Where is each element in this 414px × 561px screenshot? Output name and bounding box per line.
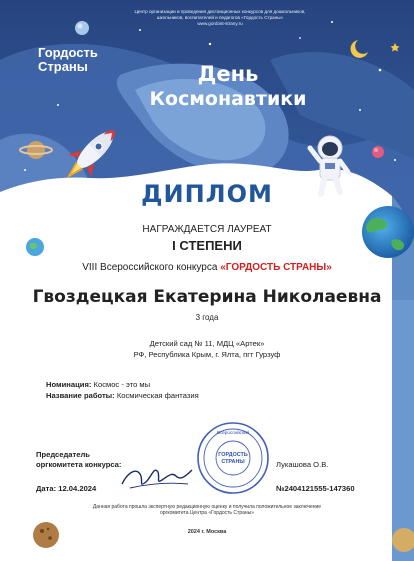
- diploma-number: №2404121555-147360: [276, 484, 355, 493]
- diploma-title: ДИПЛОМ: [141, 180, 273, 208]
- chair-label-line-1: Председатель: [36, 450, 90, 459]
- institution-address: РФ, Республика Крым, г. Ялта, пгт Гурзуф: [133, 350, 281, 359]
- nomination-row: [46, 380, 150, 389]
- brand-line-1: Гордость: [38, 45, 98, 60]
- expert-note-line-2: оргкомитета Центра «Гордость Страны»: [159, 510, 255, 516]
- stamp-top-text: Всероссийский: [216, 430, 250, 435]
- recipient-name: Гвоздецкая Екатерина Николаевна: [32, 287, 382, 307]
- contest-name: «ГОРДОСТЬ СТРАНЫ»: [220, 262, 332, 273]
- organizer-note-line-2: школьников, воспитателей и педагогов «Гордость Страны»: [156, 15, 284, 20]
- issue-date: [36, 484, 96, 493]
- institution: Детский сад № 11, МДЦ «Артек»: [149, 339, 265, 348]
- organizer-note: [90, 9, 350, 27]
- date-label: Дата:: [36, 484, 57, 493]
- contest-line: [0, 262, 414, 273]
- stamp-center-line-1: ГОРДОСТЬ: [218, 452, 248, 458]
- date-value: 12.04.2024: [58, 484, 97, 493]
- work-title-label: Название работы:: [46, 391, 115, 400]
- signature-scribble: [118, 454, 198, 494]
- brand-logo: [38, 46, 98, 74]
- brand-line-2: Страны: [38, 59, 88, 74]
- chair-name: Лукашова О.В.: [276, 460, 329, 469]
- organizer-website: www.gordost-strany.ru: [197, 21, 243, 26]
- nomination-value: Космос - это мы: [93, 380, 151, 389]
- work-title-row: [46, 391, 199, 400]
- expert-note: [70, 504, 344, 516]
- recipient-age: 3 года: [195, 313, 219, 322]
- event-title-line-2: Космонавтики: [149, 88, 307, 110]
- year-city: 2024 г. Москва: [187, 529, 227, 535]
- contest-prefix: VIII Всероссийского конкурса: [82, 262, 218, 273]
- stamp-center-line-2: СТРАНЫ: [221, 459, 245, 465]
- event-title-line-1: День: [197, 62, 259, 86]
- organizer-note-line-1: Центр организации и проведения дистанционных конкурсов для дошкольников,: [134, 9, 306, 14]
- expert-note-line-1: Данная работа прошла экспертную редакционную оценку и получила положительное заключение: [92, 504, 322, 510]
- official-stamp: [195, 420, 271, 496]
- chair-label: [36, 450, 121, 470]
- nomination-label: Номинация:: [46, 380, 92, 389]
- award-degree: I СТЕПЕНИ: [172, 238, 242, 253]
- awarded-text: НАГРАЖДАЕТСЯ ЛАУРЕАТ: [142, 224, 272, 235]
- work-title-value: Космическая фантазия: [116, 391, 199, 400]
- chair-label-line-2: оргкомитета конкурса:: [36, 460, 122, 469]
